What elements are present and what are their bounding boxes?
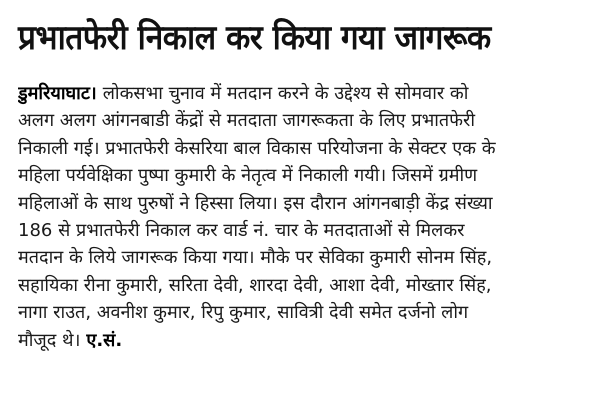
- body-line: मतदान के लिये जागरूक किया गया। मौके पर सेविका कुमारी सोनम सिंह,: [18, 247, 493, 269]
- body-text: मौजूद थे।: [18, 329, 81, 351]
- body-line: नागा राउत, अवनीश कुमार, रिपु कुमार, सावित्री देवी समेत दर्जनो लोग: [18, 302, 469, 324]
- article-body: [18, 80, 595, 354]
- body-line: महिलाओं के साथ पुरुषों ने हिस्सा लिया। इस दौरान आंगनबाड़ी केंद्र संख्या: [18, 192, 493, 214]
- body-line: सहायिका रीना कुमारी, सरिता देवी, शारदा देवी, आशा देवी, मोख्तार सिंह,: [18, 274, 492, 296]
- body-line: [18, 80, 595, 107]
- body-text: लोकसभा चुनाव में मतदान करने के उद्देश्य से सोमवार को: [102, 83, 469, 104]
- body-line: अलग अलग आंगनबाडी केंद्रों से मतदाता जागरूकता के लिए प्रभातफेरी: [18, 110, 476, 132]
- dateline: डुमरियाघाट।: [18, 83, 97, 104]
- body-line: महिला पर्यवेक्षिका पुष्पा कुमारी के नेतृत्व में निकाली गयी। जिसमें ग्रमीण: [18, 165, 478, 187]
- signoff: ए.सं.: [86, 329, 123, 351]
- body-line: 186 से प्रभातफेरी निकाल कर वार्ड नं. चार के मतदाताओं से मिलकर: [18, 220, 465, 242]
- body-line: निकाली गई। प्रभातफेरी केसरिया बाल विकास परियोजना के सेक्टर एक के: [18, 137, 496, 159]
- headline: प्रभातफेरी निकाल कर किया गया जागरूक: [18, 18, 491, 58]
- body-line: [18, 327, 595, 354]
